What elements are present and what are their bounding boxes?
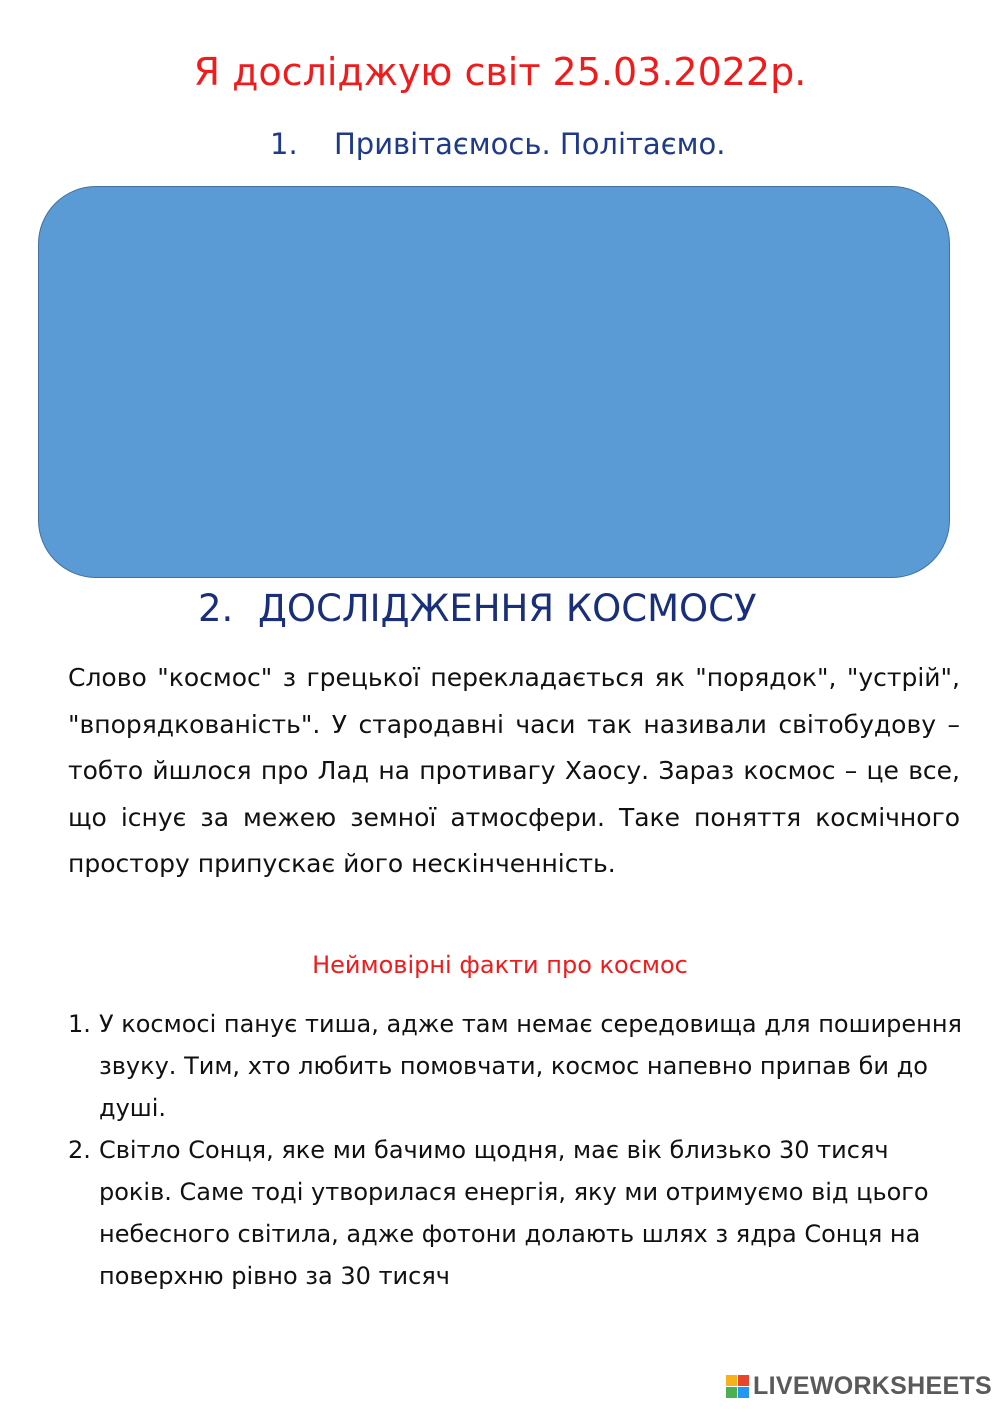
list-item-marker: 2. xyxy=(68,1136,91,1164)
media-placeholder-box[interactable] xyxy=(38,186,950,578)
logo-text: LIVEWORKSHEETS xyxy=(753,1372,992,1400)
section-1-title: Привітаємось. Політаємо. xyxy=(334,127,726,161)
liveworksheets-logo-icon xyxy=(726,1375,749,1398)
logo-square xyxy=(738,1375,749,1386)
logo-square xyxy=(726,1375,737,1386)
list-item xyxy=(68,1003,968,1129)
section-1-number: 1. xyxy=(270,127,298,161)
worksheet-title: Я досліджую світ 25.03.2022р. xyxy=(193,50,807,94)
facts-heading: Неймовірні факти про космос xyxy=(312,951,688,979)
list-item-text: Світло Сонця, яке ми бачимо щодня, має вік близько 30 тисяч років. Саме тоді утворилася енергія, яку ми отримуємо від цього небесного світила, адже фотони долають шлях з ядра Сонця на поверхню рівно за 30 тисяч xyxy=(99,1136,929,1290)
section-1-heading xyxy=(270,124,725,164)
list-item-text: У космосі панує тиша, адже там немає середовища для поширення звуку. Тим, хто любить помовчати, космос напевно припав би до душі. xyxy=(99,1010,962,1122)
list-item-marker: 1. xyxy=(68,1010,91,1038)
liveworksheets-logo xyxy=(726,1371,992,1401)
logo-square xyxy=(726,1387,737,1398)
section-2-title: ДОСЛІДЖЕННЯ КОСМОСУ xyxy=(258,587,757,630)
logo-square xyxy=(738,1387,749,1398)
cosmos-paragraph: Слово "космос" з грецької перекладається як "порядок", "устрій", "впорядкованість". У стародавні часи так називали світобудову – тобто йшлося про Лад на противагу Хаосу. Зараз космос – це все, що існує за межею земної атмосфери. Таке поняття космічного простору припускає його нескінченність. xyxy=(68,663,960,878)
section-2-heading xyxy=(198,584,757,634)
section-2-number: 2. xyxy=(198,587,234,630)
list-item xyxy=(68,1129,968,1297)
facts-list xyxy=(68,1003,968,1297)
